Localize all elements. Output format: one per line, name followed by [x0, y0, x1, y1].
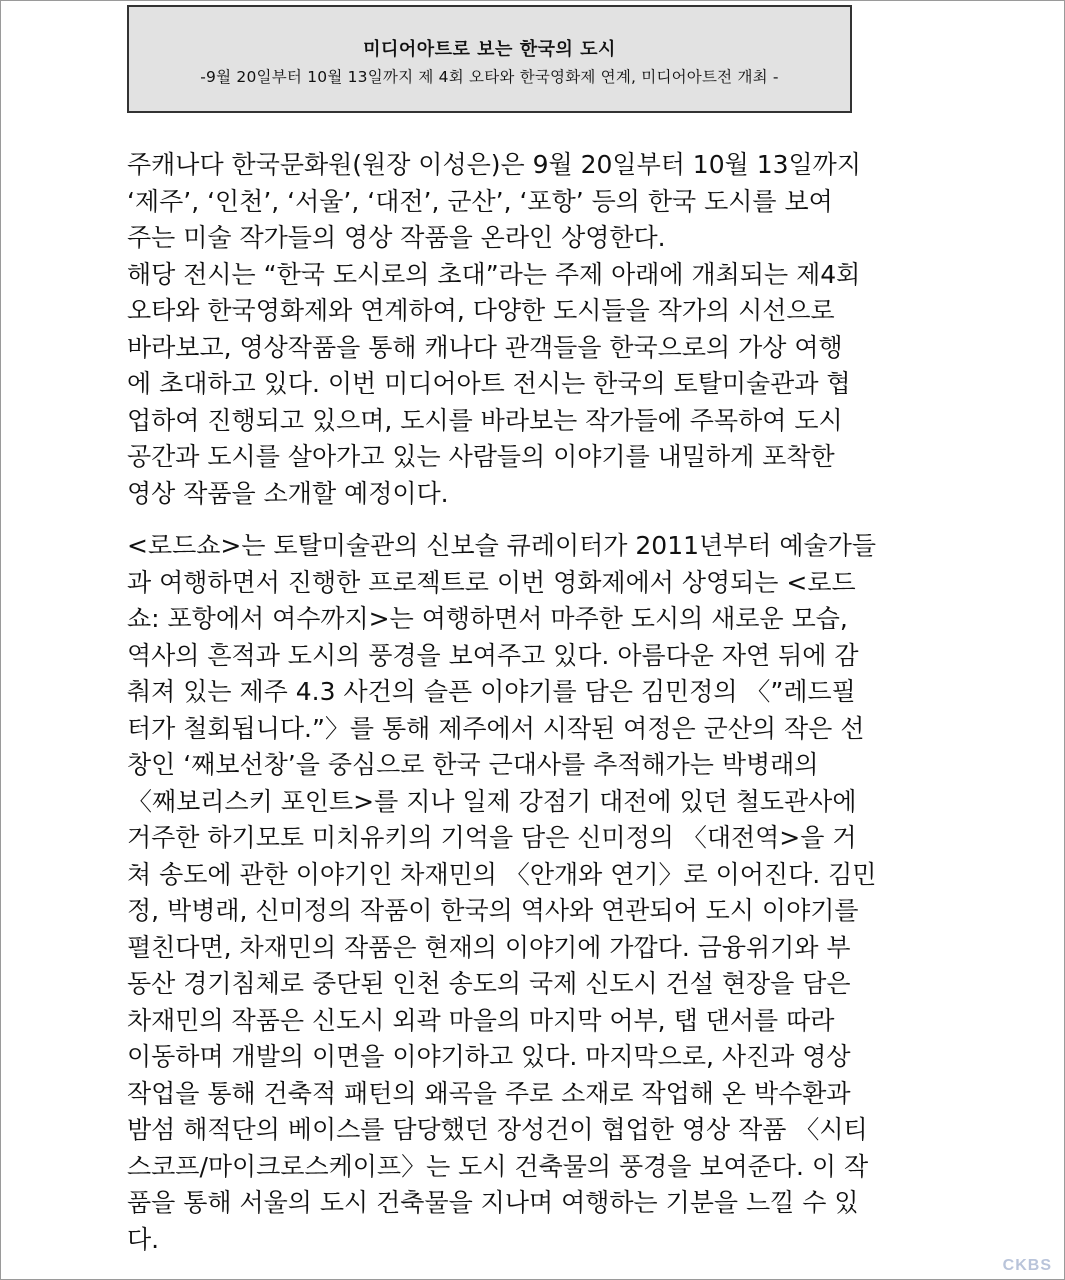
page-title: 미디어아트로 보는 한국의 도시 — [363, 39, 616, 60]
text-line: 공간과 도시를 살아가고 있는 사람들의 이야기를 내밀하게 포착한 — [127, 442, 835, 471]
paragraph-2 — [127, 528, 947, 1258]
header-box — [127, 5, 852, 113]
text-line: 춰져 있는 제주 4.3 사건의 슬픈 이야기를 담은 김민정의 〈”레드필 — [127, 677, 856, 706]
text-line: 역사의 흔적과 도시의 풍경을 보여주고 있다. 아름다운 자연 뒤에 감 — [127, 640, 859, 670]
text-line: 품을 통해 서울의 도시 건축물을 지나며 여행하는 기분을 느낄 수 있 — [127, 1188, 859, 1217]
text-line: 바라보고, 영상작품을 통해 캐나다 관객들을 한국으로의 가상 여행 — [127, 332, 843, 362]
text-line: 쳐 송도에 관한 이야기인 차재민의 〈안개와 연기〉로 이어진다. 김민 — [127, 859, 877, 889]
text-line: 이동하며 개발의 이면을 이야기하고 있다. 마지막으로, 사진과 영상 — [127, 1042, 851, 1071]
text-line: 차재민의 작품은 신도시 외곽 마을의 마지막 어부, 탭 댄서를 따라 — [127, 1005, 835, 1035]
ckbs-watermark: CKBS — [1002, 1257, 1052, 1274]
text-line: 해당 전시는 “한국 도시로의 초대”라는 주제 아래에 개최되는 제4회 — [127, 259, 861, 289]
text-line: 과 여행하면서 진행한 프로젝트로 이번 영화제에서 상영되는 <로드 — [127, 567, 856, 597]
text-line: 터가 철회됩니다.”〉를 통해 제주에서 시작된 여정은 군산의 작은 선 — [127, 713, 865, 743]
text-line: 정, 박병래, 신미정의 작품이 한국의 역사와 연관되어 도시 이야기를 — [127, 896, 859, 925]
text-line: 거주한 하기모토 미치유키의 기억을 담은 신미정의 〈대전역>을 거 — [127, 823, 857, 852]
paragraph-1 — [127, 147, 947, 512]
text-line: 동산 경기침체로 중단된 인천 송도의 국제 신도시 건설 현장을 담은 — [127, 969, 851, 998]
text-line: 영상 작품을 소개할 예정이다. — [127, 478, 449, 508]
page-subtitle: -9월 20일부터 10월 13일까지 제 4회 오타와 한국영화제 연계, 미디어아트전 개최 - — [200, 68, 779, 86]
text-line: 창인 ‘째보선창’을 중심으로 한국 근대사를 추적해가는 박병래의 — [127, 750, 819, 779]
article-body — [127, 147, 947, 1258]
text-line: 오타와 한국영화제와 연계하여, 다양한 도시들을 작가의 시선으로 — [127, 296, 835, 325]
text-line: 스코프/마이크로스케이프〉는 도시 건축물의 풍경을 보여준다. 이 작 — [127, 1151, 869, 1181]
text-line: 에 초대하고 있다. 이번 미디어아트 전시는 한국의 토탈미술관과 협 — [127, 369, 851, 398]
text-line: ‘제주’, ‘인천’, ‘서울’, ‘대전’, 군산’, ‘포항’ 등의 한국 도시를 보여 — [127, 186, 833, 216]
text-line: 펼친다면, 차재민의 작품은 현재의 이야기에 가깝다. 금융위기와 부 — [127, 932, 851, 962]
text-line: 쇼: 포항에서 여수까지>는 여행하면서 마주한 도시의 새로운 모습, — [127, 604, 848, 633]
text-line: 주는 미술 작가들의 영상 작품을 온라인 상영한다. — [127, 223, 666, 252]
text-line: 주캐나다 한국문화원(원장 이성은)은 9월 20일부터 10월 13일까지 — [127, 150, 861, 179]
paragraph-spacer — [127, 512, 947, 528]
text-line: <로드쇼>는 토탈미술관의 신보슬 큐레이터가 2011년부터 예술가들 — [127, 531, 877, 560]
text-line: 밤섬 해적단의 베이스를 담당했던 장성건이 협업한 영상 작품 〈시티 — [127, 1115, 868, 1144]
text-line: 다. — [127, 1224, 160, 1254]
text-line: 〈째보리스키 포인트>를 지나 일제 강점기 대전에 있던 철도관사에 — [127, 786, 857, 816]
text-line: 작업을 통해 건축적 패턴의 왜곡을 주로 소재로 작업해 온 박수환과 — [127, 1078, 851, 1108]
text-line: 업하여 진행되고 있으며, 도시를 바라보는 작가들에 주목하여 도시 — [127, 405, 843, 435]
